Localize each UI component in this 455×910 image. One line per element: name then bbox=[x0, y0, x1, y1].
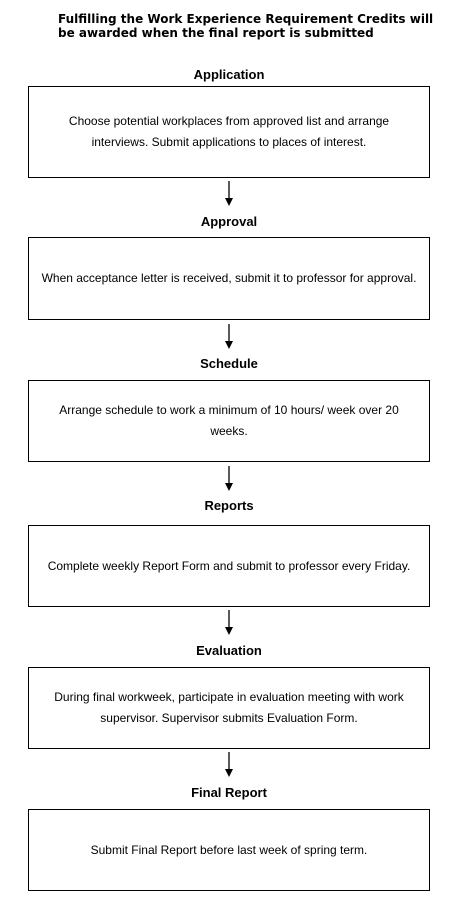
diagram-title bbox=[58, 12, 448, 40]
step-box-approval bbox=[28, 237, 430, 320]
step-text-application: Choose potential workplaces from approved list and arrange interviews. Submit applications to places of interest. bbox=[68, 114, 390, 149]
step-box-schedule bbox=[28, 380, 430, 462]
title-line-2: be awarded when the final report is submitted bbox=[58, 26, 374, 40]
step-box-reports bbox=[28, 525, 430, 607]
arrow-down-icon bbox=[222, 466, 236, 492]
arrow-down-icon bbox=[222, 324, 236, 350]
step-box-final-report bbox=[28, 809, 430, 891]
step-label-reports: Reports bbox=[204, 498, 254, 513]
step-box-application bbox=[28, 86, 430, 178]
step-label-approval: Approval bbox=[200, 214, 258, 229]
arrow-down-icon bbox=[222, 752, 236, 778]
step-label-schedule: Schedule bbox=[200, 356, 258, 371]
arrow-down-icon bbox=[222, 181, 236, 207]
arrow-down-icon bbox=[222, 610, 236, 636]
step-text-final-report: Submit Final Report before last week of spring term. bbox=[90, 842, 368, 857]
step-text-approval: When acceptance letter is received, submit it to professor for approval. bbox=[41, 271, 417, 285]
step-label-final-report: Final Report bbox=[191, 785, 267, 800]
step-box-evaluation bbox=[28, 667, 430, 749]
step-label-evaluation: Evaluation bbox=[196, 643, 262, 658]
step-text-schedule: Arrange schedule to work a minimum of 10 hours/ week over 20 weeks. bbox=[59, 403, 399, 438]
step-text-evaluation: During final workweek, participate in evaluation meeting with work supervisor. Supervisor submits Evaluation Form. bbox=[54, 690, 404, 725]
title-line-1: Fulfilling the Work Experience Requirement Credits will bbox=[58, 12, 434, 26]
step-label-application: Application bbox=[193, 67, 265, 82]
step-text-reports: Complete weekly Report Form and submit to professor every Friday. bbox=[47, 558, 411, 573]
